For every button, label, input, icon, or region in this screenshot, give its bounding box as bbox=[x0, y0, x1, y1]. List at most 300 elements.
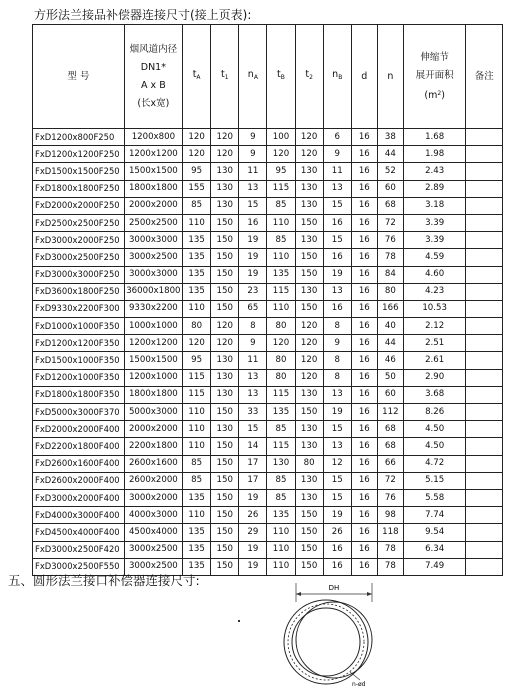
table-cell: 130 bbox=[211, 180, 239, 197]
table-cell: 135 bbox=[183, 541, 211, 558]
table-cell: 2200x1800 bbox=[124, 438, 182, 455]
table-cell: 120 bbox=[267, 335, 295, 352]
table-cell: 155 bbox=[183, 180, 211, 197]
table-cell bbox=[466, 352, 503, 369]
table-cell bbox=[466, 214, 503, 231]
table-cell: 130 bbox=[211, 197, 239, 214]
table-cell: 166 bbox=[377, 300, 403, 317]
circular-flange-diagram bbox=[270, 580, 400, 693]
table-cell: FxD1200x1000F350 bbox=[33, 369, 125, 386]
table-cell: FxD3600x1800F250 bbox=[33, 283, 125, 300]
table-cell: 3000x2500 bbox=[124, 541, 182, 558]
table-cell: 110 bbox=[183, 214, 211, 231]
table-cell: 130 bbox=[295, 232, 323, 249]
table-cell: 130 bbox=[295, 197, 323, 214]
table-cell: 2000x2000 bbox=[124, 197, 182, 214]
table-cell: 120 bbox=[267, 146, 295, 163]
table-cell: FxD1800x1800F350 bbox=[33, 386, 125, 403]
table-cell: 15 bbox=[239, 421, 267, 438]
table-cell: 4500x4000 bbox=[124, 524, 182, 541]
table-cell: 19 bbox=[239, 266, 267, 283]
table-cell: 85 bbox=[183, 197, 211, 214]
table-row bbox=[33, 335, 503, 352]
table-cell: 15 bbox=[323, 232, 351, 249]
table-cell: 12 bbox=[323, 455, 351, 472]
table-cell: 85 bbox=[267, 232, 295, 249]
table-cell: FxD1500x1500F250 bbox=[33, 163, 125, 180]
table-cell: 5.58 bbox=[403, 489, 466, 506]
table-row bbox=[33, 180, 503, 197]
table-cell: 19 bbox=[323, 266, 351, 283]
table-cell: 118 bbox=[377, 524, 403, 541]
table-cell: 8.26 bbox=[403, 404, 466, 421]
table-cell: 130 bbox=[295, 438, 323, 455]
table-cell: 130 bbox=[295, 489, 323, 506]
table-cell: 150 bbox=[211, 489, 239, 506]
table-cell: 150 bbox=[295, 558, 323, 575]
table-cell bbox=[466, 283, 503, 300]
table-cell: FxD1000x1000F350 bbox=[33, 318, 125, 335]
table-cell: 110 bbox=[267, 214, 295, 231]
table-cell: 16 bbox=[351, 352, 377, 369]
table-cell: 3.18 bbox=[403, 197, 466, 214]
table-cell: 44 bbox=[377, 146, 403, 163]
table-cell: 16 bbox=[351, 472, 377, 489]
header-area bbox=[403, 25, 466, 129]
table-row bbox=[33, 507, 503, 524]
table-cell: 23 bbox=[239, 283, 267, 300]
table-cell: 9330x2200 bbox=[124, 300, 182, 317]
table-cell: 19 bbox=[239, 249, 267, 266]
table-cell bbox=[466, 404, 503, 421]
table-cell: 135 bbox=[183, 489, 211, 506]
table-cell: 85 bbox=[183, 455, 211, 472]
table-cell: 130 bbox=[211, 163, 239, 180]
table-cell: 135 bbox=[183, 266, 211, 283]
table-cell bbox=[466, 163, 503, 180]
table-cell: 110 bbox=[267, 300, 295, 317]
table-cell: 135 bbox=[183, 232, 211, 249]
table-header-row bbox=[33, 25, 503, 129]
table-row bbox=[33, 541, 503, 558]
table-cell: 84 bbox=[377, 266, 403, 283]
table-cell: 9 bbox=[239, 146, 267, 163]
table-cell: 3.39 bbox=[403, 232, 466, 249]
table-cell: 15 bbox=[323, 472, 351, 489]
table-row bbox=[33, 404, 503, 421]
table-cell: 3.68 bbox=[403, 386, 466, 403]
table-cell: FxD1800x1800F250 bbox=[33, 180, 125, 197]
table-row bbox=[33, 386, 503, 403]
table-cell: 76 bbox=[377, 489, 403, 506]
table-cell: 36000x1800 bbox=[124, 283, 182, 300]
table-cell: 11 bbox=[323, 163, 351, 180]
header-tb: $t_B$ bbox=[267, 25, 295, 129]
table-row bbox=[33, 438, 503, 455]
table-cell bbox=[466, 266, 503, 283]
table-cell: 150 bbox=[295, 524, 323, 541]
table-cell: 150 bbox=[211, 404, 239, 421]
table-cell: 3.39 bbox=[403, 214, 466, 231]
table-cell: 26 bbox=[239, 507, 267, 524]
header-t1: $t_1$ bbox=[211, 25, 239, 129]
header-duct-size bbox=[124, 25, 182, 129]
table-cell: 150 bbox=[295, 266, 323, 283]
table-cell: 150 bbox=[295, 404, 323, 421]
table-cell: 120 bbox=[211, 335, 239, 352]
table-cell: 3000x3000 bbox=[124, 232, 182, 249]
table-row bbox=[33, 300, 503, 317]
table-cell: 8 bbox=[323, 318, 351, 335]
table-cell: 8 bbox=[239, 318, 267, 335]
table-cell bbox=[466, 541, 503, 558]
table-cell: 7.49 bbox=[403, 558, 466, 575]
table-cell: 130 bbox=[295, 163, 323, 180]
table-cell: 120 bbox=[183, 129, 211, 146]
table-cell bbox=[466, 232, 503, 249]
table-cell: 80 bbox=[267, 352, 295, 369]
table-cell: 150 bbox=[211, 232, 239, 249]
table-cell: 120 bbox=[295, 146, 323, 163]
table-cell: 130 bbox=[295, 421, 323, 438]
table-row bbox=[33, 489, 503, 506]
header-t2: $t_2$ bbox=[295, 25, 323, 129]
table-cell: 4.60 bbox=[403, 266, 466, 283]
table-cell: 60 bbox=[377, 180, 403, 197]
table-cell: 16 bbox=[351, 438, 377, 455]
table-cell: 16 bbox=[351, 214, 377, 231]
table-cell bbox=[466, 335, 503, 352]
table-cell: 13 bbox=[239, 386, 267, 403]
table-cell: 13 bbox=[323, 180, 351, 197]
table-cell: 120 bbox=[295, 318, 323, 335]
table-cell: 110 bbox=[183, 507, 211, 524]
table-cell: 95 bbox=[183, 163, 211, 180]
table-cell: 13 bbox=[323, 438, 351, 455]
table-cell: FxD3000x2500F550 bbox=[33, 558, 125, 575]
table-cell bbox=[466, 489, 503, 506]
table-cell: 112 bbox=[377, 404, 403, 421]
table-cell: FxD1200x1200F350 bbox=[33, 335, 125, 352]
table-cell: 150 bbox=[295, 249, 323, 266]
table-cell: 130 bbox=[267, 455, 295, 472]
table-cell: 16 bbox=[351, 249, 377, 266]
table-cell: FxD3000x3000F250 bbox=[33, 266, 125, 283]
table-cell: 110 bbox=[183, 438, 211, 455]
table-cell: 16 bbox=[351, 197, 377, 214]
table-cell: 7.74 bbox=[403, 507, 466, 524]
table-cell: 2.61 bbox=[403, 352, 466, 369]
table-cell: 115 bbox=[267, 283, 295, 300]
table-cell: 9.54 bbox=[403, 524, 466, 541]
stray-dot bbox=[238, 620, 240, 622]
table-cell: 4000x3000 bbox=[124, 507, 182, 524]
table-cell bbox=[466, 386, 503, 403]
table-cell: 115 bbox=[183, 386, 211, 403]
table-cell: 17 bbox=[239, 472, 267, 489]
table-cell: 33 bbox=[239, 404, 267, 421]
table-cell: 1200x1000 bbox=[124, 369, 182, 386]
table-cell: 135 bbox=[183, 524, 211, 541]
table-cell: 9 bbox=[239, 129, 267, 146]
table-cell: FxD3000x2500F250 bbox=[33, 249, 125, 266]
table-cell: 150 bbox=[211, 507, 239, 524]
table-cell: 65 bbox=[239, 300, 267, 317]
table-cell: FxD2600x2000F400 bbox=[33, 472, 125, 489]
table-cell: 2.51 bbox=[403, 335, 466, 352]
flange-inner-circle bbox=[292, 608, 360, 676]
table-cell bbox=[466, 472, 503, 489]
table-cell: 29 bbox=[239, 524, 267, 541]
header-ta: $t_A$ bbox=[183, 25, 211, 129]
table-cell: 1200x800 bbox=[124, 129, 182, 146]
table-cell: 150 bbox=[295, 214, 323, 231]
table-cell: 16 bbox=[351, 524, 377, 541]
table-cell: 68 bbox=[377, 438, 403, 455]
table-row bbox=[33, 146, 503, 163]
table-cell: 15 bbox=[239, 197, 267, 214]
table-cell bbox=[466, 129, 503, 146]
table-row bbox=[33, 129, 503, 146]
table-row bbox=[33, 266, 503, 283]
table-cell: 85 bbox=[267, 197, 295, 214]
table-cell: 5.15 bbox=[403, 472, 466, 489]
table-cell: 135 bbox=[183, 249, 211, 266]
table-cell: 9 bbox=[323, 146, 351, 163]
table-cell bbox=[466, 369, 503, 386]
table-cell: 5000x3000 bbox=[124, 404, 182, 421]
table-cell: 66 bbox=[377, 455, 403, 472]
table-cell: 16 bbox=[351, 318, 377, 335]
table-cell: 8 bbox=[323, 352, 351, 369]
table-cell: 4.50 bbox=[403, 438, 466, 455]
header-area-line2: 展开面积 bbox=[415, 69, 454, 81]
table-cell: 1000x1000 bbox=[124, 318, 182, 335]
table-cell: 16 bbox=[351, 129, 377, 146]
table-cell: 78 bbox=[377, 249, 403, 266]
table-cell: FxD2000x2000F400 bbox=[33, 421, 125, 438]
table-cell: 13 bbox=[323, 386, 351, 403]
table-cell: 3000x2500 bbox=[124, 249, 182, 266]
table-cell: 9 bbox=[239, 335, 267, 352]
table-cell: FxD4000x3000F400 bbox=[33, 507, 125, 524]
table-cell: 8 bbox=[323, 369, 351, 386]
table-body bbox=[33, 129, 503, 576]
page-title: 方形法兰接品补偿器连接尺寸(接上页表): bbox=[34, 8, 252, 22]
table-cell: 135 bbox=[183, 283, 211, 300]
table-row bbox=[33, 283, 503, 300]
header-d: d bbox=[351, 25, 377, 129]
table-cell: 120 bbox=[211, 146, 239, 163]
table-cell: 120 bbox=[183, 335, 211, 352]
table-cell: 150 bbox=[295, 541, 323, 558]
table-cell: 68 bbox=[377, 421, 403, 438]
table-cell: FxD3000x2500F420 bbox=[33, 541, 125, 558]
table-cell: 150 bbox=[211, 283, 239, 300]
table-cell: 150 bbox=[211, 455, 239, 472]
table-cell: 13 bbox=[323, 283, 351, 300]
table-cell: 38 bbox=[377, 129, 403, 146]
table-cell: 150 bbox=[211, 438, 239, 455]
table-cell: 130 bbox=[295, 180, 323, 197]
table-cell: 4.50 bbox=[403, 421, 466, 438]
table-cell: 72 bbox=[377, 472, 403, 489]
table-cell: 130 bbox=[211, 369, 239, 386]
table-cell: 130 bbox=[211, 386, 239, 403]
table-cell: 19 bbox=[239, 489, 267, 506]
table-cell: 80 bbox=[183, 318, 211, 335]
table-cell: 16 bbox=[351, 266, 377, 283]
header-na: $n_A$ bbox=[239, 25, 267, 129]
table-cell: 3000x2000 bbox=[124, 489, 182, 506]
table-cell: 72 bbox=[377, 214, 403, 231]
table-cell: 130 bbox=[211, 421, 239, 438]
table-cell: 110 bbox=[183, 300, 211, 317]
table-cell: 4.23 bbox=[403, 283, 466, 300]
header-n: n bbox=[377, 25, 403, 129]
table-cell: 1200x1200 bbox=[124, 335, 182, 352]
header-duct-line2: DN1* bbox=[140, 61, 166, 73]
hole-label: n-ød bbox=[352, 681, 366, 688]
table-row bbox=[33, 421, 503, 438]
table-cell: 2600x2000 bbox=[124, 472, 182, 489]
table-cell: 120 bbox=[183, 146, 211, 163]
table-cell: 14 bbox=[239, 438, 267, 455]
table-cell bbox=[466, 455, 503, 472]
table-cell: 150 bbox=[211, 249, 239, 266]
table-cell: 110 bbox=[267, 524, 295, 541]
table-cell: 16 bbox=[239, 214, 267, 231]
header-duct-line4: (长x宽) bbox=[137, 97, 170, 109]
table-cell: 120 bbox=[295, 335, 323, 352]
table-cell: 11 bbox=[239, 163, 267, 180]
table-row bbox=[33, 524, 503, 541]
table-cell: 16 bbox=[323, 300, 351, 317]
table-cell: 120 bbox=[295, 129, 323, 146]
table-cell: 150 bbox=[211, 266, 239, 283]
table-cell: 78 bbox=[377, 558, 403, 575]
table-cell bbox=[466, 524, 503, 541]
table-cell: 2500x2500 bbox=[124, 214, 182, 231]
table-cell: FxD9330x2200F300 bbox=[33, 300, 125, 317]
table-cell: 150 bbox=[211, 472, 239, 489]
table-cell bbox=[466, 421, 503, 438]
table-cell bbox=[466, 197, 503, 214]
table-cell: 15 bbox=[323, 421, 351, 438]
table-cell: 16 bbox=[351, 404, 377, 421]
flange-offset-circle bbox=[296, 602, 372, 678]
header-model: 型 号 bbox=[33, 25, 125, 129]
table-cell: 16 bbox=[351, 300, 377, 317]
table-cell: 16 bbox=[351, 489, 377, 506]
table-cell: 135 bbox=[267, 266, 295, 283]
table-cell: 6 bbox=[323, 129, 351, 146]
table-cell: 3000x2500 bbox=[124, 558, 182, 575]
header-area-line3: $(m^2)$ bbox=[424, 89, 445, 101]
table-cell: 1500x1500 bbox=[124, 163, 182, 180]
table-cell: 16 bbox=[351, 558, 377, 575]
table-cell: 110 bbox=[267, 249, 295, 266]
table-row bbox=[33, 455, 503, 472]
table-cell: 16 bbox=[323, 558, 351, 575]
table-cell: 13 bbox=[239, 369, 267, 386]
table-cell: 130 bbox=[295, 472, 323, 489]
table-cell: 16 bbox=[351, 507, 377, 524]
table-cell: 16 bbox=[323, 249, 351, 266]
table-cell: 16 bbox=[351, 541, 377, 558]
table-cell: 110 bbox=[183, 421, 211, 438]
table-cell: 135 bbox=[183, 558, 211, 575]
table-cell: 2.89 bbox=[403, 180, 466, 197]
table-cell: 2000x2000 bbox=[124, 421, 182, 438]
table-row bbox=[33, 352, 503, 369]
table-cell: FxD2500x2500F250 bbox=[33, 214, 125, 231]
table-cell: 115 bbox=[267, 438, 295, 455]
spec-table bbox=[32, 24, 503, 576]
table-cell: 16 bbox=[351, 335, 377, 352]
table-cell: 10.53 bbox=[403, 300, 466, 317]
table-cell: 150 bbox=[211, 214, 239, 231]
table-cell: 16 bbox=[351, 146, 377, 163]
table-row bbox=[33, 163, 503, 180]
header-duct-line1: 烟风道内径 bbox=[129, 43, 178, 55]
table-cell bbox=[466, 180, 503, 197]
table-cell: 150 bbox=[295, 300, 323, 317]
table-row bbox=[33, 249, 503, 266]
table-cell: 50 bbox=[377, 369, 403, 386]
table-cell: 40 bbox=[377, 318, 403, 335]
table-cell: 150 bbox=[211, 558, 239, 575]
section-title: 五、圆形法兰接口补偿器连接尺寸: bbox=[8, 573, 200, 588]
table-cell: 100 bbox=[267, 129, 295, 146]
table-cell: 2.12 bbox=[403, 318, 466, 335]
table-cell bbox=[466, 249, 503, 266]
table-row bbox=[33, 232, 503, 249]
table-cell: 115 bbox=[267, 386, 295, 403]
table-cell: FxD2600x1600F400 bbox=[33, 455, 125, 472]
table-cell: 1800x1800 bbox=[124, 180, 182, 197]
table-cell: 130 bbox=[211, 352, 239, 369]
table-cell: 16 bbox=[351, 421, 377, 438]
table-cell bbox=[466, 438, 503, 455]
table-cell: 115 bbox=[267, 180, 295, 197]
table-cell: 135 bbox=[267, 404, 295, 421]
table-cell: 95 bbox=[183, 352, 211, 369]
table-cell: 4.59 bbox=[403, 249, 466, 266]
table-cell: 2.43 bbox=[403, 163, 466, 180]
table-cell: 3000x3000 bbox=[124, 266, 182, 283]
table-cell: 1800x1800 bbox=[124, 386, 182, 403]
table-cell: 120 bbox=[295, 369, 323, 386]
table-cell: 120 bbox=[211, 318, 239, 335]
table-row bbox=[33, 369, 503, 386]
table-cell: 85 bbox=[267, 489, 295, 506]
table-cell: FxD2000x2000F250 bbox=[33, 197, 125, 214]
header-duct-line3: A x B bbox=[141, 79, 166, 91]
table-cell: 11 bbox=[239, 352, 267, 369]
table-cell: 110 bbox=[267, 558, 295, 575]
table-cell: 120 bbox=[295, 352, 323, 369]
header-nb: $n_B$ bbox=[323, 25, 351, 129]
table-cell: 9 bbox=[323, 335, 351, 352]
table-cell: 150 bbox=[295, 507, 323, 524]
table-cell: 85 bbox=[267, 472, 295, 489]
table-cell: 130 bbox=[295, 386, 323, 403]
table-cell: 15 bbox=[323, 197, 351, 214]
table-cell: 120 bbox=[211, 129, 239, 146]
header-remark: 备注 bbox=[466, 25, 503, 129]
table-cell: 98 bbox=[377, 507, 403, 524]
